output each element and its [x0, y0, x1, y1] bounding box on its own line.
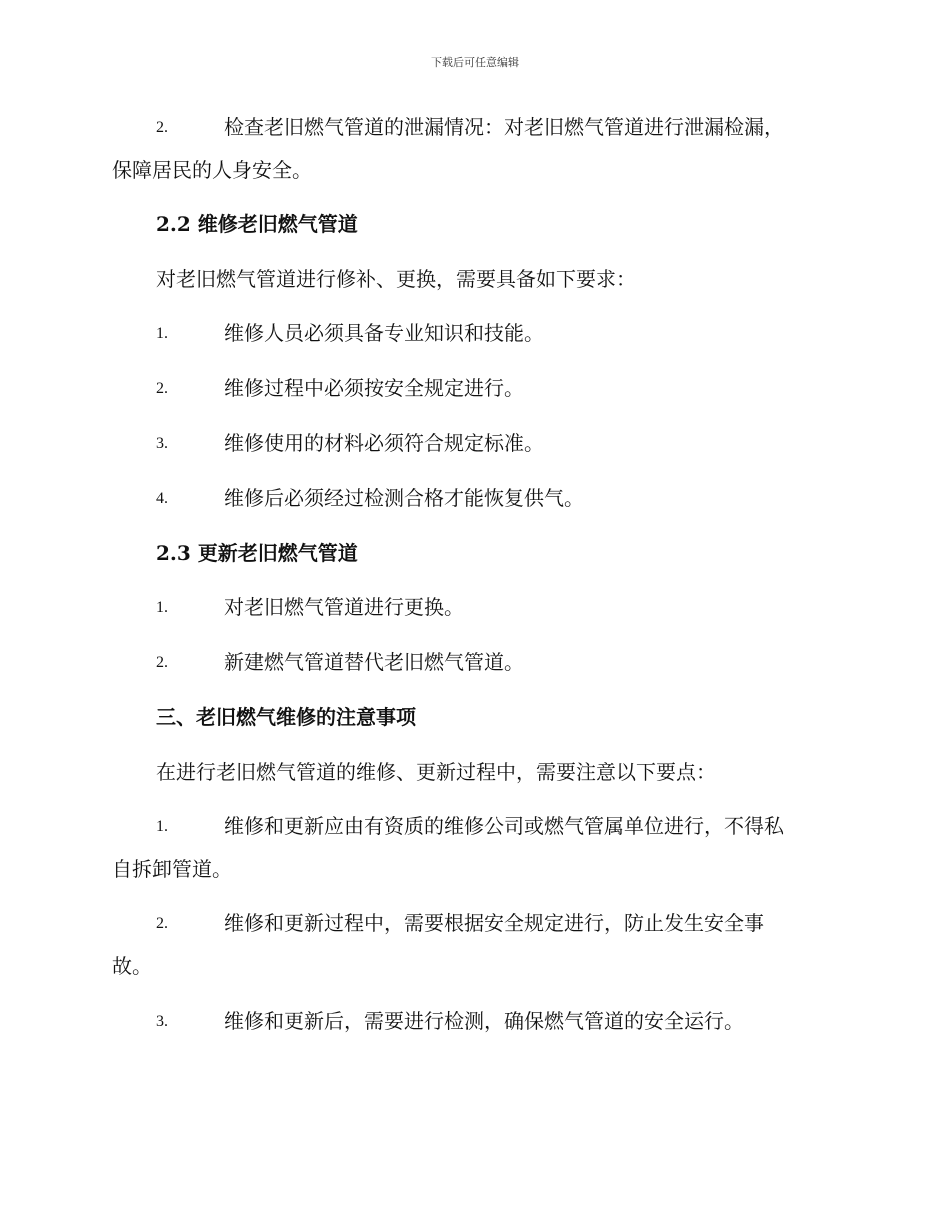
list-number: 1. [156, 325, 168, 342]
list-item-text: 检查老旧燃气管道的泄漏情况：对老旧燃气管道进行泄漏检漏， [224, 115, 784, 139]
paragraph: 在进行老旧燃气管道的维修、更新过程中，需要注意以下要点： [156, 760, 716, 784]
list-item-text: 维修和更新过程中，需要根据安全规定进行，防止发生安全事 [224, 911, 764, 935]
section-heading-2-3: 2.3 更新老旧燃气管道 [156, 541, 358, 565]
list-item-text: 新建燃气管道替代老旧燃气管道。 [224, 650, 524, 674]
list-number: 3. [156, 435, 168, 452]
page-header: 下载后可任意编辑 [431, 56, 519, 69]
list-item-text: 维修和更新应由有资质的维修公司或燃气管属单位进行，不得私 [224, 814, 784, 838]
list-item-text-continued: 保障居民的人身安全。 [112, 158, 312, 182]
list-number: 2. [156, 654, 168, 671]
paragraph: 对老旧燃气管道进行修补、更换，需要具备如下要求： [156, 267, 636, 291]
list-item-text: 维修和更新后，需要进行检测，确保燃气管道的安全运行。 [224, 1009, 744, 1033]
list-number: 1. [156, 599, 168, 616]
list-number: 2. [156, 380, 168, 397]
list-number: 1. [156, 818, 168, 835]
list-item-text-continued: 自拆卸管道。 [112, 857, 232, 881]
list-item-text: 维修后必须经过检测合格才能恢复供气。 [224, 486, 584, 510]
list-item-text-continued: 故。 [112, 954, 152, 978]
list-number: 2. [156, 119, 168, 136]
list-number: 3. [156, 1013, 168, 1030]
list-item-text: 维修使用的材料必须符合规定标准。 [224, 431, 544, 455]
section-heading-3: 三、老旧燃气维修的注意事项 [156, 705, 416, 729]
list-number: 2. [156, 915, 168, 932]
section-heading-2-2: 2.2 维修老旧燃气管道 [156, 212, 358, 236]
list-item-text: 维修过程中必须按安全规定进行。 [224, 376, 524, 400]
list-item-text: 对老旧燃气管道进行更换。 [224, 595, 464, 619]
list-number: 4. [156, 490, 168, 507]
list-item-text: 维修人员必须具备专业知识和技能。 [224, 321, 544, 345]
